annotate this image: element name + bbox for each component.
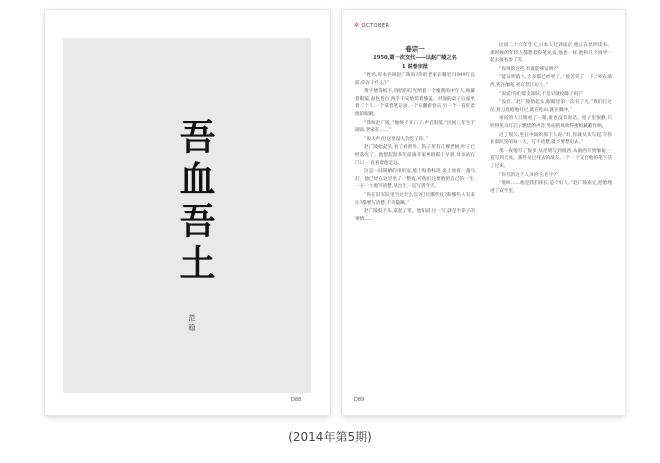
- author-name: 范稳: [188, 314, 196, 334]
- text-column-1: [355, 42, 475, 389]
- title-panel: [63, 38, 311, 393]
- paragraph: “他叫……他是我们排长,是个好人。”赵广陵说完,把脸埋进了双手里。: [490, 181, 612, 194]
- paragraph: 审问的人互相看了一眼,谁也没有说话。屋子里很静,只听得见马灯芯子燃烧的声音,外面的风吹得窗纸簌簌作响。: [490, 116, 612, 129]
- running-head: [354, 22, 390, 29]
- paragraph: “我叫赵广陵。”他终于开口了,声音很低,“民国三年生于湖南,老家在……”: [355, 120, 475, 134]
- right-page: [342, 10, 625, 415]
- paragraph: “你写的这个人,叫什么名字?”: [499, 172, 559, 178]
- paragraph: “能证明的人,大多都已经死了。”他苦笑了一下,“死在滇西,死在缅甸,死在怒江边上。”: [490, 75, 612, 88]
- left-page: [45, 10, 330, 415]
- paragraph: “说谎!你们那支部队,不是早就投降了吗?”: [499, 91, 583, 97]
- paragraph: 黄字便签纸下,昏暗的灯光照着一个瘦削的中年人,他戴着眼镜,面色苍白,两手不安地搓着膝盖。对面的桌子后面坐着三个人,一个拿着笔记录,一个在翻看卷宗,另一个一直盯着他的眼睛。: [355, 89, 475, 117]
- paragraph: 过了很久,坐在中间的那个人说:“好,你就从头写起,写你在部队里的每一天。写不清楚,就不要想出去。”: [490, 132, 612, 146]
- paragraph: “你在旧军队里当过什么官?打过哪些仗?和哪些人有来往?都要写清楚,不许隐瞒。”: [355, 192, 475, 206]
- calligraphy-title: 吾血吾土: [174, 118, 216, 286]
- running-head-text: OCTOBER: [361, 23, 390, 29]
- paragraph: “姓名,你本名叫赵广陵吗?你的老家在哪里?1949年以前,你在干什么?”: [355, 73, 475, 86]
- text-column-2: [490, 42, 612, 389]
- paragraph: 赵广陵抬起头,看了看窗外。院子里有几棵老树,叶子已经落光了。他想起很多年前离开家乡的那个早晨,母亲站在门口,一直看着他走远。: [355, 145, 475, 166]
- paragraph: 那一夜他写了很多,从昆明写到滇西,从滇西写到缅甸,一直写到天亮。那些早已死去的战友,一个一个又在他的笔下活了过来。: [490, 148, 612, 169]
- paragraph: “没有。”赵广陵抬起头,眼睛里第一次有了光,“我们打过仗,真刀真枪地打过,就在松山,就在腾冲。”: [490, 100, 612, 113]
- paragraph: 这是一间简陋的审讯室,墙上贴着标语,桌上放着一盏马灯。他已经在这里坐了一整夜,可他们还要他把自己的一生,一五一十地写清楚,从出生一直写到今天。: [355, 169, 475, 190]
- paragraph: 民国二十六年冬天,日本人打到南京,他正在昆明读书。那时候的年轻人都想着投笔从戎,他也一样,他和几个同学一起去报名参了军。: [490, 43, 612, 64]
- magazine-logo-icon: ✲: [354, 22, 360, 29]
- chapter-title: 卷宗一: [405, 45, 425, 53]
- subsection-heading: 1 说卷宗批: [401, 64, 429, 70]
- paragraph: “说大声点!这里没人会吃了你。”: [364, 136, 428, 142]
- right-page-number: D89: [354, 397, 365, 403]
- left-page-number: D88: [291, 397, 302, 403]
- paragraph: “你说的这些,有谁能够证明?”: [499, 66, 559, 72]
- section-heading: 1950,第一次交代——以赵广陵之名: [373, 55, 457, 61]
- paragraph: 赵广陵低下头,拿起了笔。他知道,这一写,就是半辈子的事情……: [355, 209, 475, 222]
- issue-caption: (2014年第5期): [288, 430, 372, 444]
